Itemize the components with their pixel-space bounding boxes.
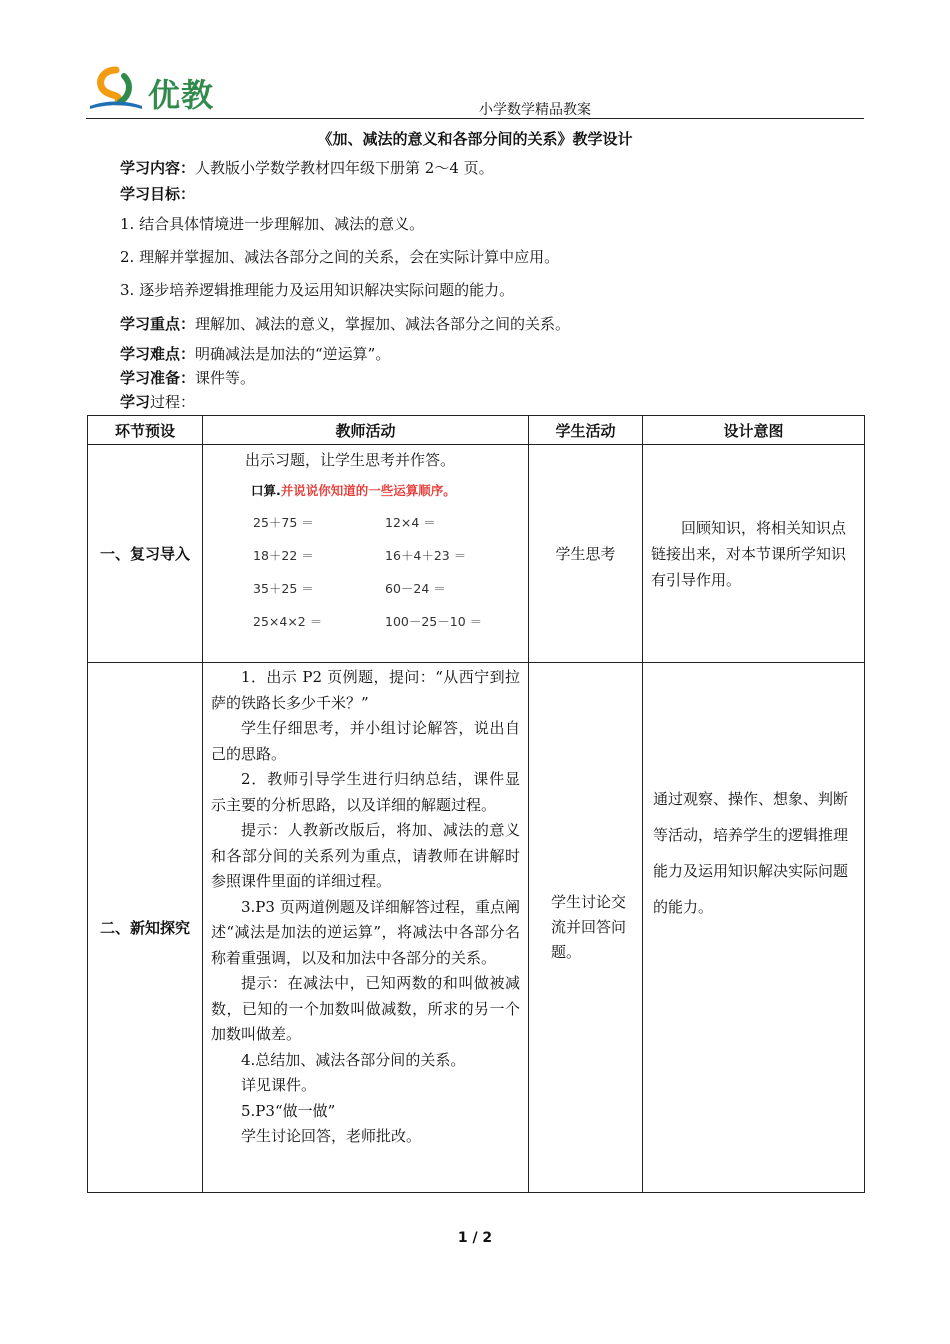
column-header-intent: 设计意图 [643, 416, 865, 445]
exercise-item: 25×4×2 ＝ [253, 614, 323, 629]
header-divider [86, 118, 864, 119]
difficulty-line [120, 343, 390, 364]
activity-paragraph: 提示：人教新改版后，将加、减法的意义和各部分间的关系列为重点，请教师在讲解时参照课件里面的详细过程。 [211, 821, 520, 890]
exercise-image [251, 473, 528, 655]
student-activity-cell [529, 663, 643, 1193]
key-point-line [120, 313, 570, 334]
header-subtitle: 小学数学精品教案 [479, 102, 591, 118]
goal-item: 2. 理解并掌握加、减法各部分之间的关系，会在实际计算中应用。 [120, 248, 560, 266]
exercise-item: 12×4 ＝ [385, 515, 436, 530]
exercise-item: 60－24 ＝ [385, 581, 446, 596]
activity-paragraph: 5.P3“做一做” [241, 1101, 336, 1120]
design-intent-cell [643, 445, 865, 663]
table-row [88, 663, 865, 1193]
activity-paragraph: 学生仔细思考，并小组讨论解答，说出自己的思路。 [211, 719, 520, 763]
lesson-plan-table [87, 415, 865, 1193]
teacher-prompt: 出示习题，让学生思考并作答。 [245, 451, 456, 469]
brand-name: 优教 [148, 76, 215, 114]
activity-paragraph: 1．出示 P2 页例题，提问：“从西宁到拉萨的铁路长多少千米？” [211, 668, 520, 712]
content-label: 学习内容： [120, 159, 196, 177]
table-header-row [88, 416, 865, 445]
page-number: 1 / 2 [457, 1230, 493, 1246]
student-activity-cell: 学生思考 [529, 445, 643, 663]
exercise-item: 16＋4＋23 ＝ [385, 548, 467, 563]
goal-item: 3. 逐步培养逻辑推理能力及运用知识解决实际问题的能力。 [120, 281, 515, 299]
table-row [88, 445, 865, 663]
exercise-heading-a: 口算. [251, 483, 281, 498]
exercise-item: 25＋75 ＝ [253, 515, 314, 530]
process-line [120, 391, 195, 412]
exercise-item: 18＋22 ＝ [253, 548, 314, 563]
stage-cell: 二、新知探究 [88, 663, 203, 1193]
teacher-activity-cell [203, 445, 529, 663]
process-label-tail: 过程： [150, 393, 196, 411]
activity-paragraph: 3.P3 页两道例题及详细解答过程，重点阐述“减法是加法的逆运算”，将减法中各部分名称着重强调，以及和加法中各部分的关系。 [211, 897, 520, 967]
activity-paragraph: 学生讨论回答，老师批改。 [241, 1127, 422, 1145]
goals-heading [120, 183, 195, 204]
activity-paragraph: 2．教师引导学生进行归纳总结，课件显示主要的分析思路，以及详细的解题过程。 [211, 770, 520, 814]
column-header-student: 学生活动 [529, 416, 643, 445]
prep-value: 课件等。 [195, 369, 256, 387]
process-label: 学习 [120, 393, 151, 411]
exercise-heading-b: 并说说你知道的一些运算顺序。 [280, 483, 456, 498]
preparation-line [120, 367, 255, 388]
content-line [120, 157, 494, 178]
activity-paragraph: 详见课件。 [241, 1076, 317, 1094]
key-label: 学习重点： [120, 315, 196, 333]
design-intent-text: 通过观察、操作、想象、判断等活动，培养学生的逻辑推理能力及运用知识解决实际问题的能力。 [653, 790, 849, 916]
goals-label: 学习目标： [120, 185, 196, 203]
stage-cell: 一、复习导入 [88, 445, 203, 663]
column-header-stage: 环节预设 [88, 416, 203, 445]
activity-paragraph: 4.总结加、减法各部分间的关系。 [241, 1050, 466, 1069]
goal-item: 1. 结合具体情境进一步理解加、减法的意义。 [120, 215, 425, 233]
difficulty-label: 学习难点： [120, 345, 196, 363]
column-header-teacher: 教师活动 [203, 416, 529, 445]
exercise-heading [251, 481, 456, 499]
content-value: 人教版小学数学教材四年级下册第 2～4 页。 [195, 159, 494, 177]
exercise-item: 35＋25 ＝ [253, 581, 314, 596]
prep-label: 学习准备： [120, 369, 196, 387]
activity-paragraph: 提示：在减法中，已知两数的和叫做被减数，已知的一个加数叫做减数，所求的另一个加数叫做差。 [211, 974, 520, 1043]
difficulty-value: 明确减法是加法的“逆运算”。 [195, 345, 391, 363]
student-activity-text: 学生讨论交流并回答问题。 [551, 893, 627, 961]
design-intent-cell [643, 663, 865, 1193]
key-value: 理解加、减法的意义，掌握加、减法各部分之间的关系。 [195, 315, 571, 333]
document-title: 《加、减法的意义和各部分间的关系》教学设计 [317, 130, 633, 148]
design-intent-text: 回顾知识，将相关知识点链接出来，对本节课所学知识有引导作用。 [651, 518, 847, 589]
teacher-activity-cell [203, 663, 529, 1193]
exercise-item: 100－25－10 ＝ [385, 614, 483, 629]
